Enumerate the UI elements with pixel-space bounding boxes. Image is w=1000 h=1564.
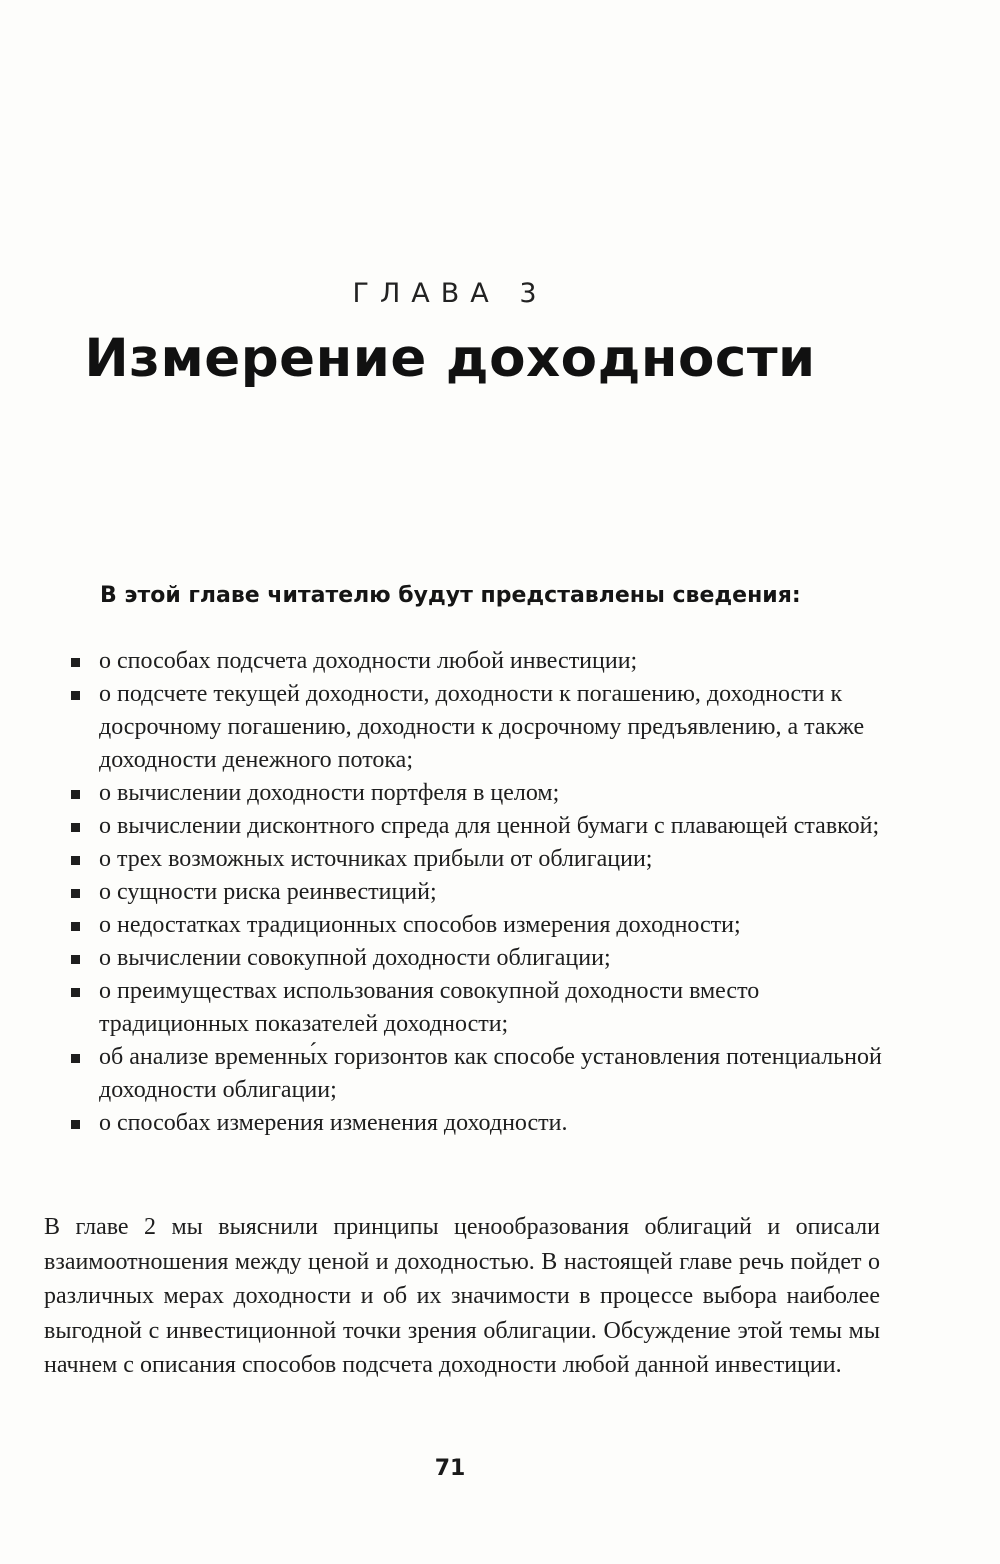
square-bullet-icon: [71, 658, 80, 667]
chapter-title: Измерение доходности: [84, 328, 816, 389]
square-bullet-icon: [71, 691, 80, 700]
chapter-intro: В этой главе читателю будут представлены сведения:: [100, 583, 801, 608]
list-item-text: о способах измерения изменения доходности.: [99, 1110, 568, 1136]
square-bullet-icon: [71, 856, 80, 865]
list-item-text: о сущности риска реинвестиций;: [99, 879, 437, 905]
square-bullet-icon: [71, 790, 80, 799]
square-bullet-icon: [71, 889, 80, 898]
list-item: [66, 876, 886, 909]
list-item-text: о вычислении доходности портфеля в целом;: [99, 780, 560, 806]
square-bullet-icon: [71, 1120, 80, 1129]
list-item: [66, 843, 886, 876]
square-bullet-icon: [71, 955, 80, 964]
square-bullet-icon: [71, 1054, 80, 1063]
list-item: [66, 777, 886, 810]
list-item: [66, 810, 886, 843]
list-item: [66, 975, 886, 1041]
list-item: [66, 1107, 886, 1140]
list-item: [66, 645, 886, 678]
topics-list: [66, 645, 886, 1140]
list-item: [66, 1041, 886, 1107]
square-bullet-icon: [71, 823, 80, 832]
list-item-text: о трех возможных источниках прибыли от облигации;: [99, 846, 653, 872]
list-item-text: о подсчете текущей доходности, доходности к погашению, доходности к досрочному погашению, доходности к досрочному предъявлению, а также доходности денежного потока;: [99, 681, 865, 773]
chapter-label: ГЛАВА 3: [352, 278, 548, 309]
list-item-text: об анализе временны́х горизонтов как способе установления потенциальной доходности облигации;: [99, 1044, 882, 1103]
list-item: [66, 909, 886, 942]
list-item-text: о вычислении совокупной доходности облигации;: [99, 945, 611, 971]
list-item: [66, 678, 886, 777]
list-item: [66, 942, 886, 975]
list-item-text: о способах подсчета доходности любой инвестиции;: [99, 648, 638, 674]
page-number: 71: [434, 1456, 466, 1481]
square-bullet-icon: [71, 988, 80, 997]
body-paragraph: В главе 2 мы выяснили принципы ценообразования облигаций и описали взаимоотношения между ценой и доходностью. В настоящей главе речь пойдет о различных мерах доходности и об их значимости в процессе выбора наиболее выгодной с инвестиционной точки зрения облигации. Обсуждение этой темы мы начнем с описания способов подсчета доходности любой данной инвестиции.: [44, 1214, 880, 1378]
list-item-text: о вычислении дисконтного спреда для ценной бумаги с плавающей ставкой;: [99, 813, 880, 839]
list-item-text: о недостатках традиционных способов измерения доходности;: [99, 912, 741, 938]
square-bullet-icon: [71, 922, 80, 931]
list-item-text: о преимуществах использования совокупной доходности вместо традиционных показателей доходности;: [99, 978, 760, 1037]
